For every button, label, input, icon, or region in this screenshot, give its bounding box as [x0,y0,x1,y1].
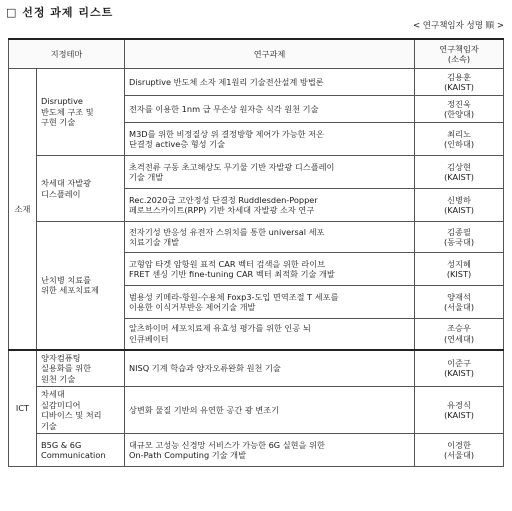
pi-cell: 김상현 (KAIST) [415,156,504,189]
pi-cell: 성지혜 (KIST) [415,253,504,286]
category-cell: ICT [9,350,37,467]
pi-cell: 유경식 (KAIST) [415,387,504,434]
theme-cell: B5G & 6G Communication [37,434,125,467]
pi-cell: 이준구 (KAIST) [415,350,504,387]
task-cell: Rec.2020급 고안정성 단결정 Ruddlesden-Popper 페로브스카이트(RPP) 기반 차세대 자발광 소자 연구 [125,189,415,222]
pi-cell: 김종필 (동국대) [415,222,504,253]
table-row [9,350,504,387]
selected-projects-table [8,38,504,467]
theme-cell: 차세대 자발광 디스플레이 [37,156,125,222]
header-pi-label: 연구책임자 (소속) [439,43,479,64]
header-theme: 지정테마 [9,39,125,69]
table-header-row [9,39,504,69]
pi-cell: 양재석 (서울대) [415,286,504,319]
task-cell: NISQ 기계 학습과 양자오류완화 원천 기술 [125,350,415,387]
theme-cell: 양자컴퓨팅 실용화를 위한 원천 기술 [37,350,125,387]
task-cell: 범용성 키메라-항원-수용체 Foxp3-도입 면역조절 T 세포를 이용한 이식거부반응 제어기술 개발 [125,286,415,319]
category-cell: 소재 [9,69,37,350]
table-row [9,387,504,434]
task-cell: 상변화 물질 기반의 유연한 공간 광 변조기 [125,387,415,434]
header-task: 연구과제 [125,39,415,69]
task-cell: M3D를 위한 비정질상 위 결정방향 제어가 가능한 저온 단결정 active층 형성 기술 [125,123,415,156]
table-row [9,156,504,189]
header-pi [415,39,504,69]
pi-cell: 정진욱 (한양대) [415,96,504,123]
table-row [9,69,504,96]
theme-cell: 난치병 치료를 위한 세포치료제 [37,222,125,350]
table-body [9,69,504,467]
task-cell: Disruptive 반도체 소자 제1원리 기술전산설계 방법론 [125,69,415,96]
theme-cell: 차세대 실감미디어 디바이스 및 처리 기술 [37,387,125,434]
table-row [9,222,504,253]
task-cell: 고형암 타겟 암항원 표적 CAR 벡터 검색을 위한 라이브 FRET 센싱 기반 fine-tuning CAR 벡터 최적화 기술 개발 [125,253,415,286]
pi-cell: 신병하 (KAIST) [415,189,504,222]
task-cell: 전자기성 반응성 유전자 스위치를 통한 universal 세포 치료기술 개발 [125,222,415,253]
pi-cell: 최리노 (인하대) [415,123,504,156]
task-cell: 전자를 이용한 1nm 급 무손상 원자층 식각 원천 기술 [125,96,415,123]
theme-cell: Disruptive 반도체 구조 및 구현 기술 [37,69,125,156]
pi-cell: 조승우 (연세대) [415,319,504,350]
task-cell: 초격전류 구동 초고해상도 무기물 기반 자발광 디스플레이 기술 개발 [125,156,415,189]
table-row [9,434,504,467]
task-cell: 대규모 고성능 신경망 서비스가 가능한 6G 실현을 위한 On-Path Computing 기술 개발 [125,434,415,467]
task-cell: 알츠하이머 세포치료제 유효성 평가를 위한 인공 뇌 인큐베이터 [125,319,415,350]
sort-note: < 연구책임자 성명 順 > [412,21,504,31]
pi-cell: 김용훈 (KAIST) [415,69,504,96]
page-title: □ 선정 과제 리스트 [6,6,114,19]
pi-cell: 이경한 (서울대) [415,434,504,467]
